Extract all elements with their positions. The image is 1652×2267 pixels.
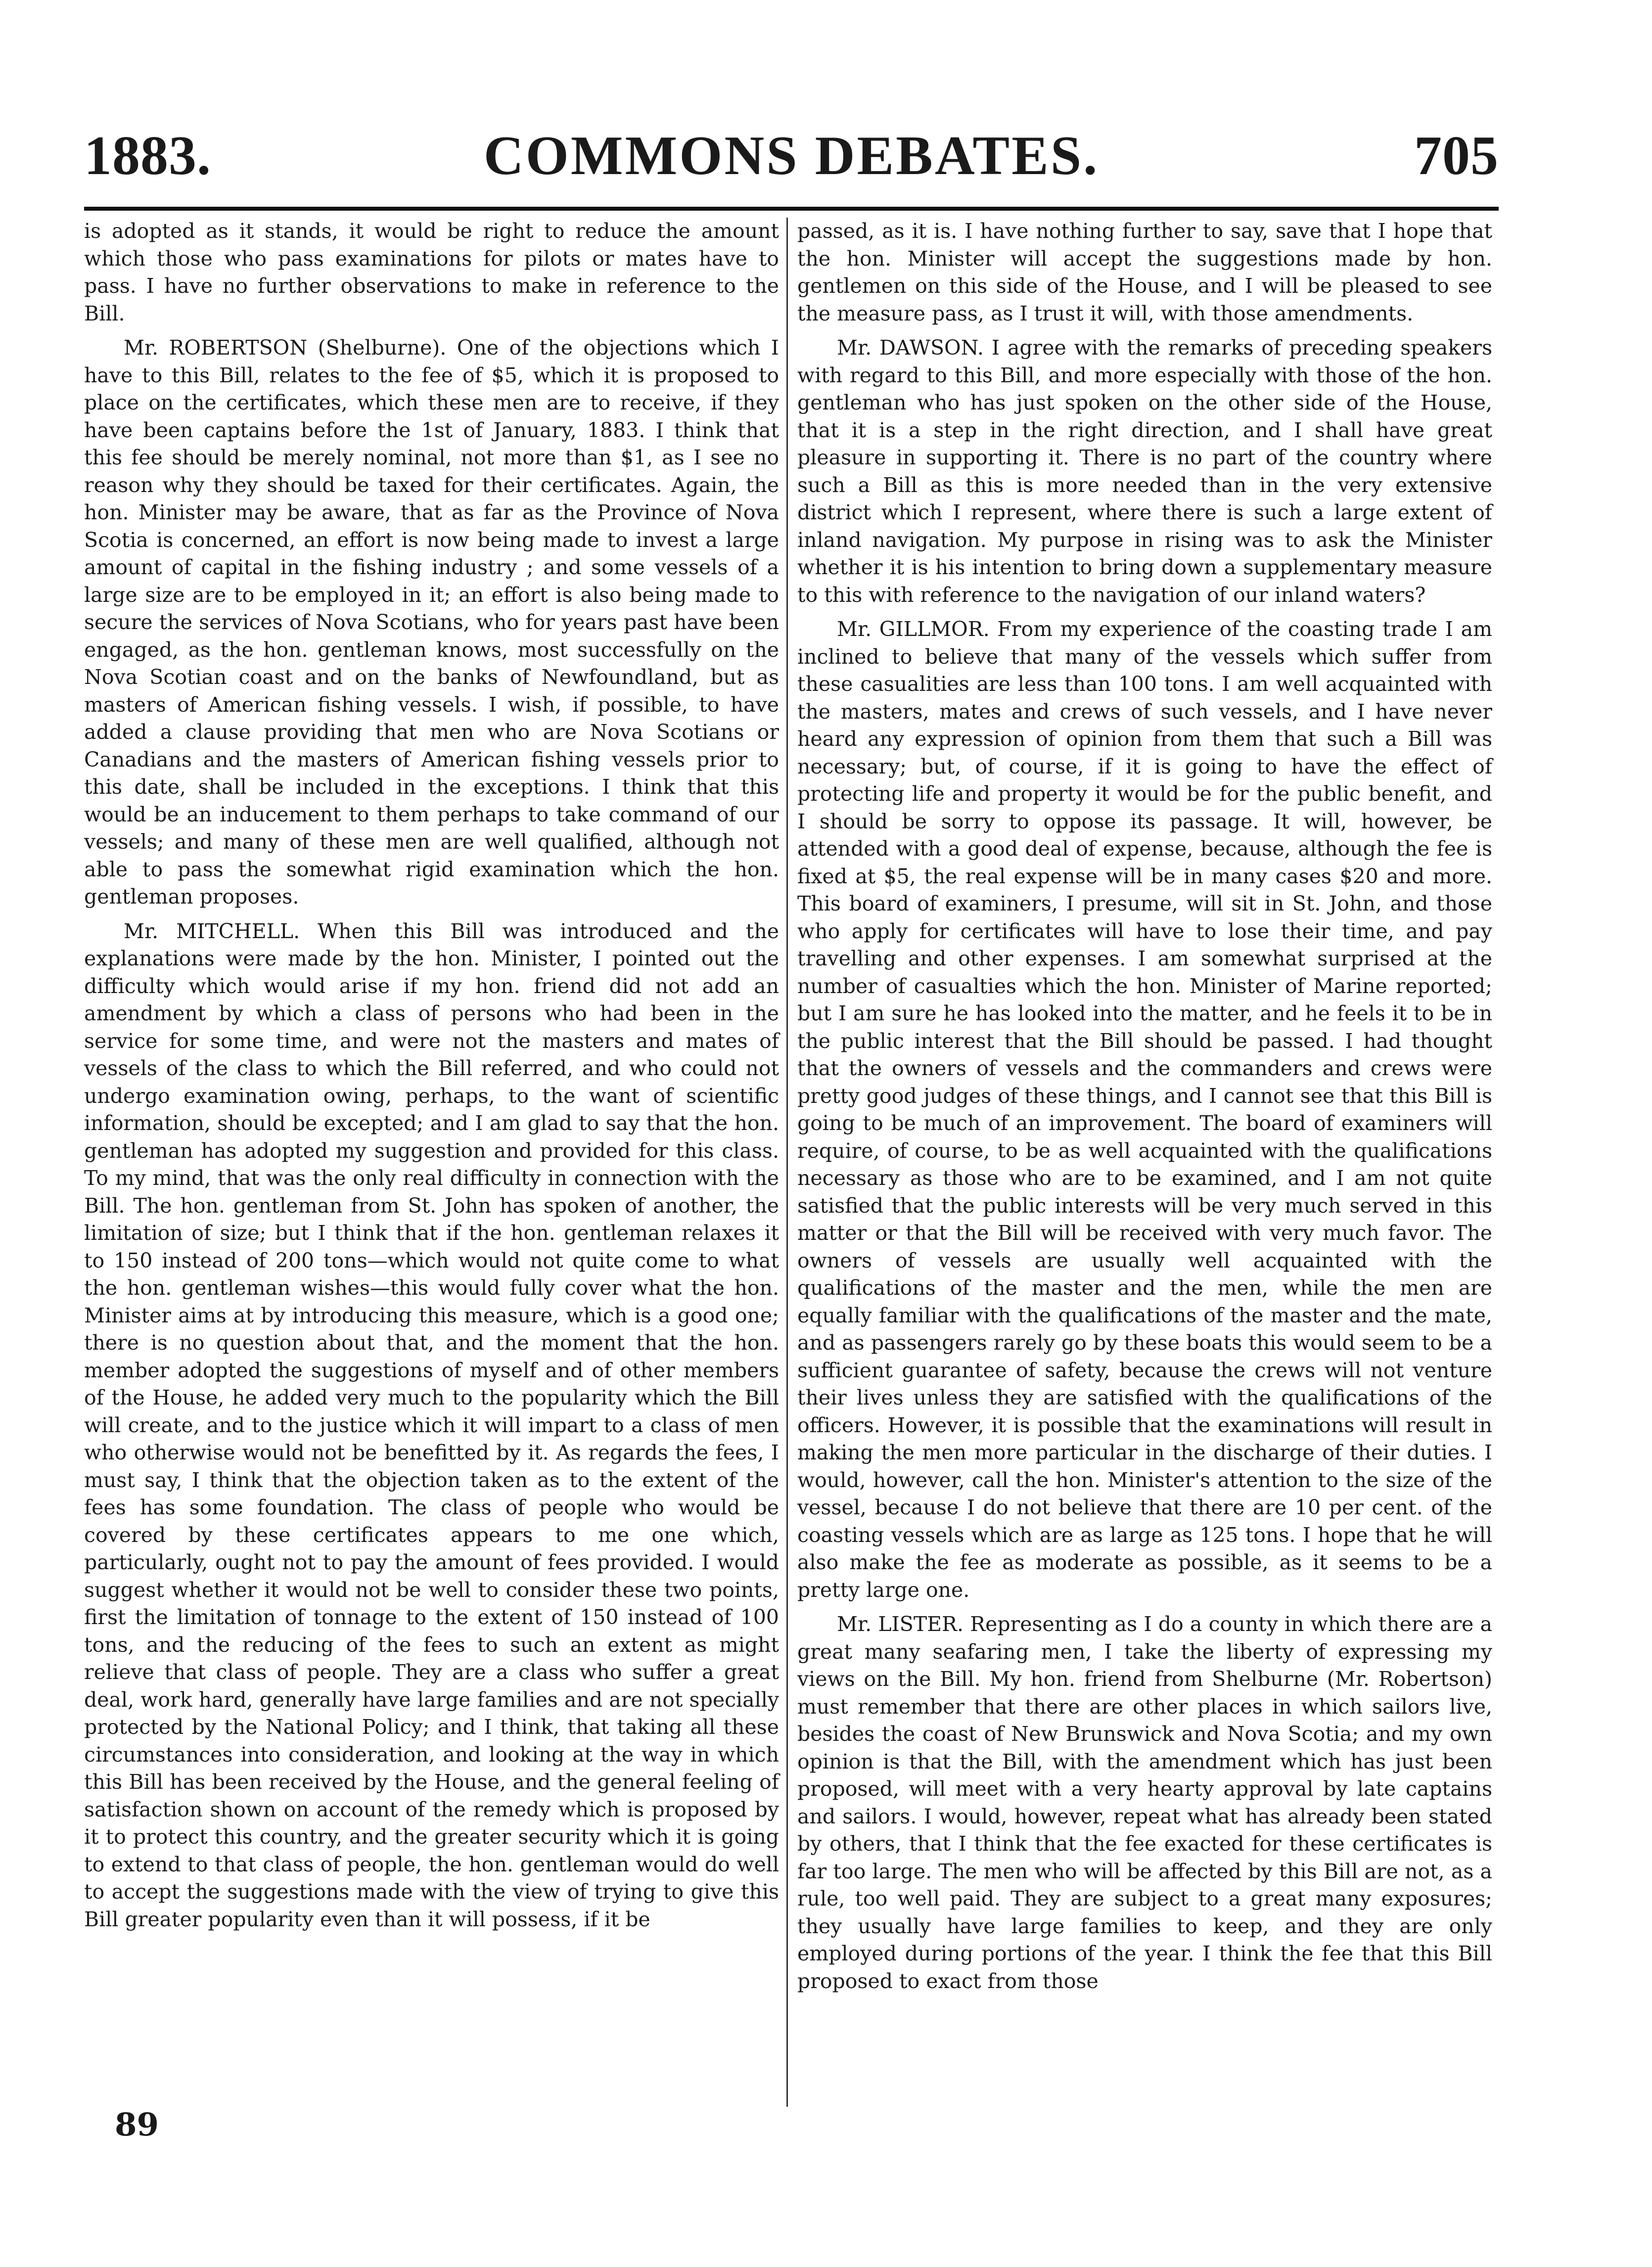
paragraph-text: (Shelburne). One of the objections which I have to this Bill, relates to the fee of $5, which it is proposed to place on the certificates, which these men are to receive, if they have been captains before the 1st of January, 1883. I think that this fee should be merely nominal, not more than $1, as I see no reason why they should be taxed for their certificates. Again, the hon. Minister may be aware, that as far as the Province of Nova Scotia is concerned, an effort is now being made to invest a large amount of capital in the fishing industry ; and some vessels of a large size are to be employed in it; an effort is also being made to secure the services of Nova Scotians, who for years past have been engaged, as the hon. gentleman knows, most successfully on the Nova Scotian coast and on the banks of Newfoundland, but as masters of American fishing vessels. I wish, if possible, to have added a clause providing that men who are Nova Scotians or Canadians and the masters of American fishing vessels prior to this date, shall be included in the exceptions. I think that this would be an inducement to them perhaps to take command of our vessels; and many of these men are well qualified, although not able to pass the somewhat rigid examination which the hon. gentleman proposes. (84, 336, 779, 908)
paragraph-text: is adopted as it stands, it would be right to reduce the amount which those who pass examinations for pilots or mates have to pass. I have no further observations to make in reference to the Bill. (84, 219, 779, 325)
paragraph-text: Representing as I do a county in which there are a great many seafaring men, I take the liberty of expressing my views on the Bill. My hon. friend from Shelburne (Mr. Robertson) must remember that there are other places in which sailors live, besides the coast of New Brunswick and Nova Scotia; and my own opinion is that the Bill, with the amendment which has just been proposed, will meet with a very hearty approval by late captains and sailors. I would, however, repeat what has already been stated by others, that I think that the fee exacted for these certificates is far too large. The men who will be affected by this Bill are not, as a rule, too well paid. They are subject to a great many exposures; they usually have large families to keep, and they are only employed during portions of the year. I think the fee that this Bill proposed to exact from those (797, 1612, 1492, 1993)
speaker-name: Mr. GILLMOR. (837, 617, 990, 641)
paragraph (797, 1611, 1492, 1995)
paragraph-text: From my experience of the coasting trade I am inclined to believe that many of the vessels which suffer from these casualities are less than 100 tons. I am well acquainted with the masters, mates and crews of such vessels, and I have never heard any expression of opinion from them that such a Bill was necessary; but, of course, if it is going to have the effect of protecting life and property it would be for the public benefit, and I should be sorry to oppose its passage. It will, however, be attended with a good deal of expense, because, although the fee is fixed at $5, the real expense will be in many cases $20 and more. This board of examiners, I presume, will sit in St. John, and those who apply for certificates will have to lose their time, and pay travelling and other expenses. I am somewhat surprised at the number of casualties which the hon. Minister of Marine reported; but I am sure he has looked into the matter, and he feels it to be in the public interest that the Bill should be passed. I had thought that the owners of vessels and the commanders and crews were pretty good judges of these things, and I cannot see that this Bill is going to be much of an improvement. The board of examiners will require, of course, to be as well acquainted with the qualifications necessary as those who are to be examined, and I am not quite satisfied that the public interests will be very much served in this matter or that the Bill will be received with very much favor. The owners of vessels are usually well acquainted with the qualifications of the master and the men, while the men are equally familiar with the qualifications of the master and the mate, and as passengers rarely go by these boats this would seem to be a sufficient guarantee of safety, because the crews will not venture their lives unless they are satisfied with the qualifications of the officers. However, it is possible that the examinations will result in making the men more particular in the discharge of their duties. I would, however, call the hon. Minister's attention to the size of the vessel, because I do not believe that there are 10 per cent. of the coasting vessels which are as large as 125 tons. I hope that he will also make the fee as moderate as possible, as it seems to be a pretty large one. (797, 617, 1492, 1602)
header-year: 1883. (84, 125, 211, 186)
paragraph (84, 918, 779, 1934)
paragraph (797, 218, 1492, 327)
paragraph (84, 334, 779, 911)
speaker-name: Mr. DAWSON. (837, 336, 984, 360)
left-column (84, 218, 779, 1940)
page-number: 705 (1414, 125, 1499, 186)
speaker-name: Mr. MITCHELL. (124, 919, 300, 943)
page-header (84, 119, 1499, 198)
paragraph (797, 334, 1492, 609)
paragraph-text: When this Bill was introduced and the explanations were made by the hon. Minister, I pointed out the difficulty which would arise if my hon. friend did not add an amendment by which a class of persons who had been in the service for some time, and were not the masters and mates of vessels of the class to which the Bill referred, and who could not undergo examination owing, perhaps, to the want of scientific information, should be excepted; and I am glad to say that the hon. gentleman has adopted my suggestion and provided for this class. To my mind, that was the only real difficulty in connection with the Bill. The hon. gentleman from St. John has spoken of another, the limitation of size; but I think that if the hon. gentleman relaxes it to 150 instead of 200 tons—which would not quite come to what the hon. gentleman wishes—this would fully cover what the hon. Minister aims at by introducing this measure, which is a good one; there is no question about that, and the moment that the hon. member adopted the suggestions of myself and of other members of the House, he added very much to the popularity which the Bill will create, and to the justice which it will impart to a class of men who otherwise would not be benefitted by it. As regards the fees, I must say, I think that the objection taken as to the extent of the fees has some foundation. The class of people who would be covered by these certificates appears to me one which, particularly, ought not to pay the amount of fees provided. I would suggest whether it would not be well to consider these two points, first the limitation of tonnage to the extent of 150 instead of 100 tons, and the reducing of the fees to such an extent as might relieve that class of people. They are a class who suffer a great deal, work hard, generally have large families and are not specially protected by the National Policy; and I think, that taking all these circumstances into consideration, and looking at the way in which this Bill has been received by the House, and the general feeling of satisfaction shown on account of the remedy which is proposed by it to protect this country, and the greater security which it is going to extend to that class of people, the hon. gentleman would do well to accept the suggestions made with the view of trying to give this Bill greater popularity even than it will possess, if it be (84, 919, 779, 1931)
publication-title: COMMONS DEBATES. (483, 125, 1100, 186)
paragraph (797, 616, 1492, 1604)
speaker-name: Mr. ROBERTSON (124, 336, 308, 360)
paragraph-text: passed, as it is. I have nothing further to say, save that I hope that the hon. Minister will accept the suggestions made by hon. gentlemen on this side of the House, and I will be pleased to see the measure pass, as I trust it will, with those amendments. (797, 219, 1492, 325)
speaker-name: Mr. LISTER. (837, 1612, 964, 1636)
right-column (797, 218, 1492, 2002)
signature-mark: 89 (115, 2106, 159, 2143)
header-rule (84, 207, 1499, 211)
paragraph-text: I agree with the remarks of preceding speakers with regard to this Bill, and more especially with those of the hon. gentleman who has just spoken on the other side of the House, that it is a step in the right direction, and I shall have great pleasure in supporting it. There is no part of the country where such a Bill as this is more needed than in the very extensive district which I represent, where there is such a large extent of inland navigation. My purpose in rising was to ask the Minister whether it is his intention to bring down a supplementary measure to this with reference to the navigation of our inland waters? (797, 336, 1492, 607)
column-divider (786, 218, 788, 2107)
paragraph (84, 218, 779, 327)
